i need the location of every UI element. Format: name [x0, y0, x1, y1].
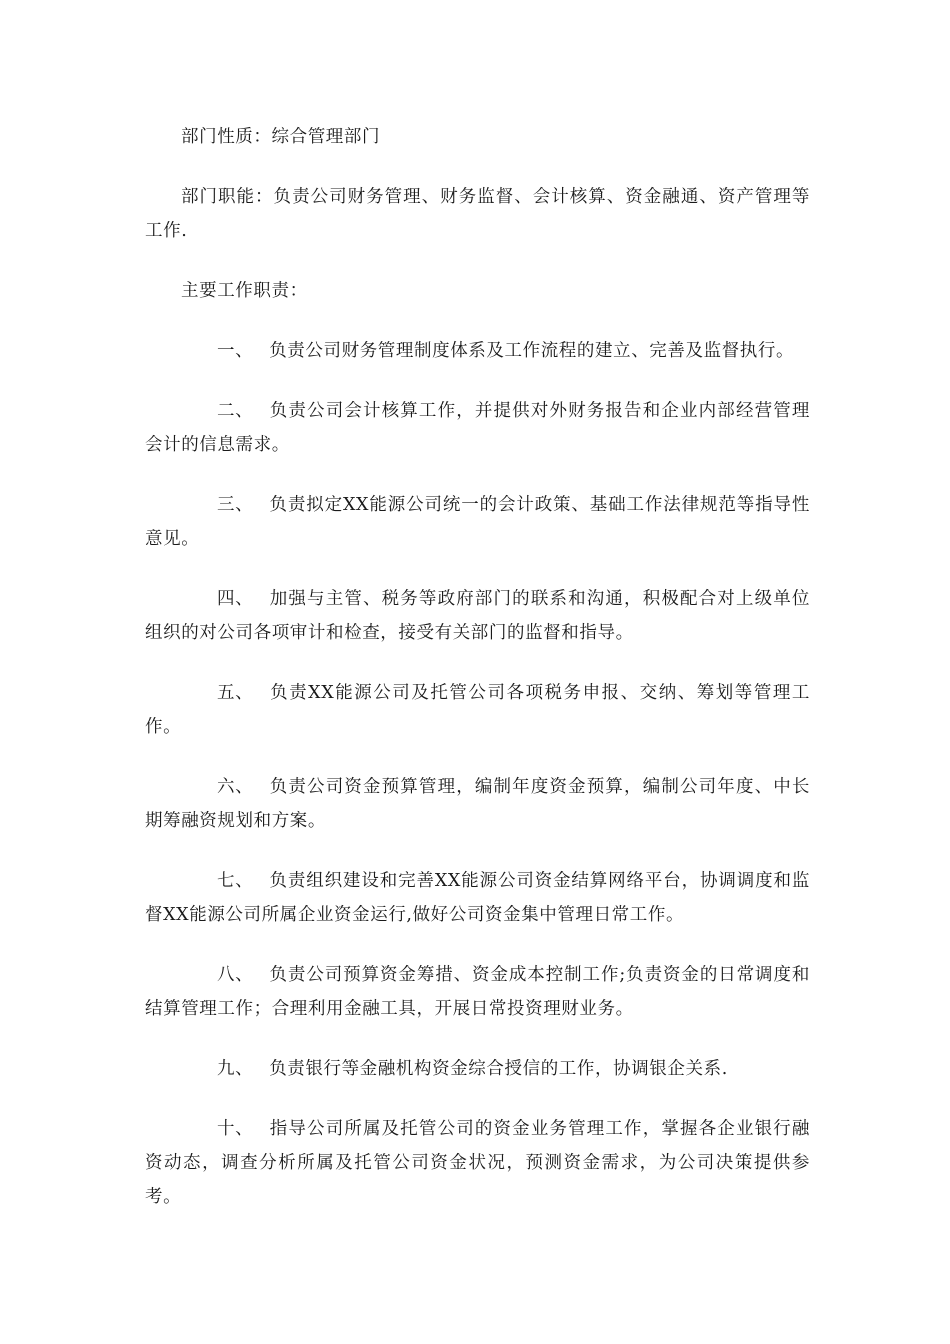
duty-text: 负责公司财务管理制度体系及工作流程的建立、完善及监督执行。 — [269, 341, 795, 361]
duty-number: 七、 — [217, 871, 254, 891]
duty-text: 负责XX能源公司及托管公司各项税务申报、交纳、筹划等管理工作。 — [145, 683, 810, 737]
duties-heading: 主要工作职责： — [181, 281, 308, 301]
duty-item-7 — [145, 864, 810, 932]
duty-number: 四、 — [217, 589, 254, 609]
duty-text: 负责组织建设和完善XX能源公司资金结算网络平台，协调调度和监督XX能源公司所属企业资金运行,做好公司资金集中管理日常工作。 — [145, 871, 810, 925]
department-function: 部门职能：负责公司财务管理、财务监督、会计核算、资金融通、资产管理等工作. — [145, 187, 810, 241]
duty-text: 负责公司资金预算管理，编制年度资金预算，编制公司年度、中长期筹融资规划和方案。 — [145, 777, 810, 831]
duty-text: 加强与主管、税务等政府部门的联系和沟通，积极配合对上级单位组织的对公司各项审计和检查，接受有关部门的监督和指导。 — [145, 589, 810, 643]
duty-number: 五、 — [217, 683, 254, 703]
duty-number: 六、 — [217, 777, 254, 797]
duty-item-1 — [145, 334, 810, 368]
duty-text: 负责公司会计核算工作，并提供对外财务报告和企业内部经营管理会计的信息需求。 — [145, 401, 810, 455]
duty-item-9 — [145, 1052, 810, 1086]
duty-item-2 — [145, 394, 810, 462]
duty-item-10 — [145, 1112, 810, 1214]
duty-number: 三、 — [217, 495, 254, 515]
duty-item-8 — [145, 958, 810, 1026]
duty-number: 十、 — [217, 1119, 254, 1139]
duty-item-5 — [145, 676, 810, 744]
duty-text: 负责银行等金融机构资金综合授信的工作，协调银企关系. — [269, 1059, 728, 1079]
duty-text: 负责拟定XX能源公司统一的会计政策、基础工作法律规范等指导性意见。 — [145, 495, 810, 549]
duty-number: 八、 — [217, 965, 254, 985]
duty-number: 一、 — [217, 341, 254, 361]
department-nature: 部门性质：综合管理部门 — [181, 127, 381, 147]
document-body — [145, 120, 810, 1240]
duty-item-3 — [145, 488, 810, 556]
duty-text: 指导公司所属及托管公司的资金业务管理工作，掌握各企业银行融资动态，调查分析所属及托管公司资金状况，预测资金需求，为公司决策提供参考。 — [145, 1119, 810, 1207]
duty-item-6 — [145, 770, 810, 838]
duty-text: 负责公司预算资金筹措、资金成本控制工作;负责资金的日常调度和结算管理工作；合理利用金融工具，开展日常投资理财业务。 — [145, 965, 810, 1019]
duty-item-4 — [145, 582, 810, 650]
duty-number: 二、 — [217, 401, 254, 421]
duty-number: 九、 — [217, 1059, 254, 1079]
